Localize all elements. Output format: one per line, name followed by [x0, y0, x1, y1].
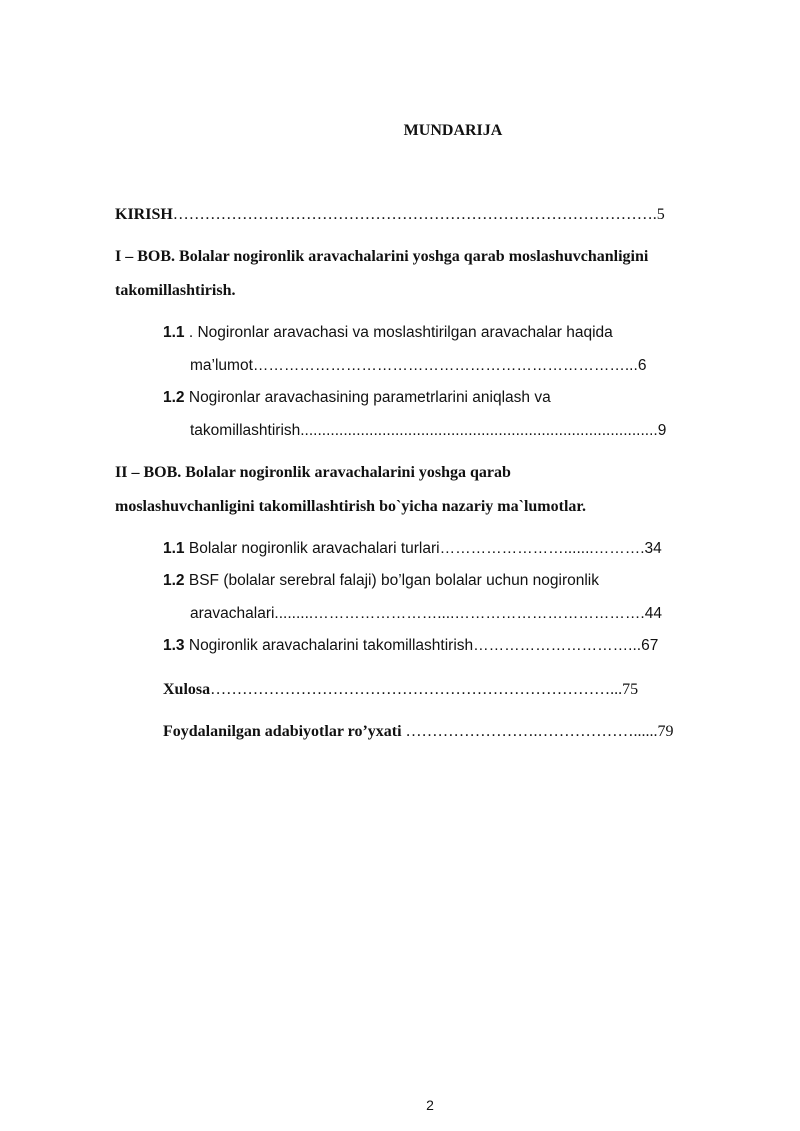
- section-number: 1.1: [163, 324, 185, 341]
- toc-page-number: 75: [622, 681, 639, 698]
- section-title-line2: aravachalari.........……………………....……………………………….: [190, 605, 645, 622]
- toc-entry-xulosa: [163, 680, 638, 700]
- toc-page-number: 67: [641, 637, 659, 654]
- chapter-heading-2-line2: moslashuvchanligini takomillashtirish bo`yicha nazariy ma`lumotlar.: [115, 498, 587, 515]
- chapter-heading-2-line1: II – BOB. Bolalar nogironlik aravachalarini yoshga qarab: [115, 464, 511, 481]
- chapter-heading-1-line1: I – BOB. Bolalar nogironlik aravachalarini yoshga qarab moslashuvchanligini: [115, 248, 649, 265]
- toc-page-number: 44: [644, 605, 662, 622]
- section-title-line2: takomillashtirish...................................................................................: [190, 422, 658, 439]
- toc-section-2-2: [163, 571, 599, 591]
- toc-page-number: 79: [657, 723, 674, 740]
- section-title-line2: ma’lumot………………………………………………………………...: [190, 357, 638, 374]
- toc-section-1-1-continuation: [190, 356, 646, 376]
- toc-section-1-2: [163, 388, 551, 408]
- toc-section-2-2-continuation: [190, 604, 662, 624]
- toc-entry-kirish: [115, 205, 665, 225]
- toc-leader-dots: …………………………………………………………………...: [210, 681, 623, 698]
- toc-page-number: 34: [644, 540, 662, 557]
- toc-section-1-1: [163, 323, 613, 343]
- toc-page-number: 9: [657, 422, 667, 439]
- toc-entry-references: [163, 722, 674, 742]
- section-title-line1: Nogironlar aravachasining parametrlarini aniqlash va: [184, 389, 551, 406]
- section-number: 1.1: [163, 540, 185, 557]
- section-number: 1.2: [163, 572, 185, 589]
- toc-page-number: 5: [656, 206, 665, 223]
- toc-leader-dots: …………………….………………......: [401, 723, 658, 740]
- section-number: 1.3: [163, 637, 185, 654]
- page-number: 2: [426, 1097, 434, 1113]
- page-title: MUNDARIJA: [403, 122, 503, 139]
- section-title-line1: Nogironlik aravachalarini takomillashtirish…………………………...: [184, 637, 642, 654]
- section-title-line1: BSF (bolalar serebral falaji) bo’lgan bolalar uchun nogironlik: [184, 572, 599, 589]
- toc-entry-label: Xulosa: [163, 681, 211, 698]
- toc-section-2-3: [163, 636, 658, 656]
- section-title-line1: . Nogironlar aravachasi va moslashtirilgan aravachalar haqida: [184, 324, 613, 341]
- chapter-heading-1-line2: takomillashtirish.: [115, 282, 236, 299]
- toc-section-2-1: [163, 539, 662, 559]
- toc-leader-dots: ……………………………………………………………………………….: [172, 206, 657, 223]
- toc-entry-label: KIRISH: [115, 206, 173, 223]
- toc-section-1-2-continuation: [190, 421, 666, 441]
- toc-entry-label: Foydalanilgan adabiyotlar ro’yxati: [163, 723, 402, 740]
- toc-page-number: 6: [637, 357, 647, 374]
- section-title-line1: Bolalar nogironlik aravachalari turlari…………………….......……….: [184, 540, 645, 557]
- section-number: 1.2: [163, 389, 185, 406]
